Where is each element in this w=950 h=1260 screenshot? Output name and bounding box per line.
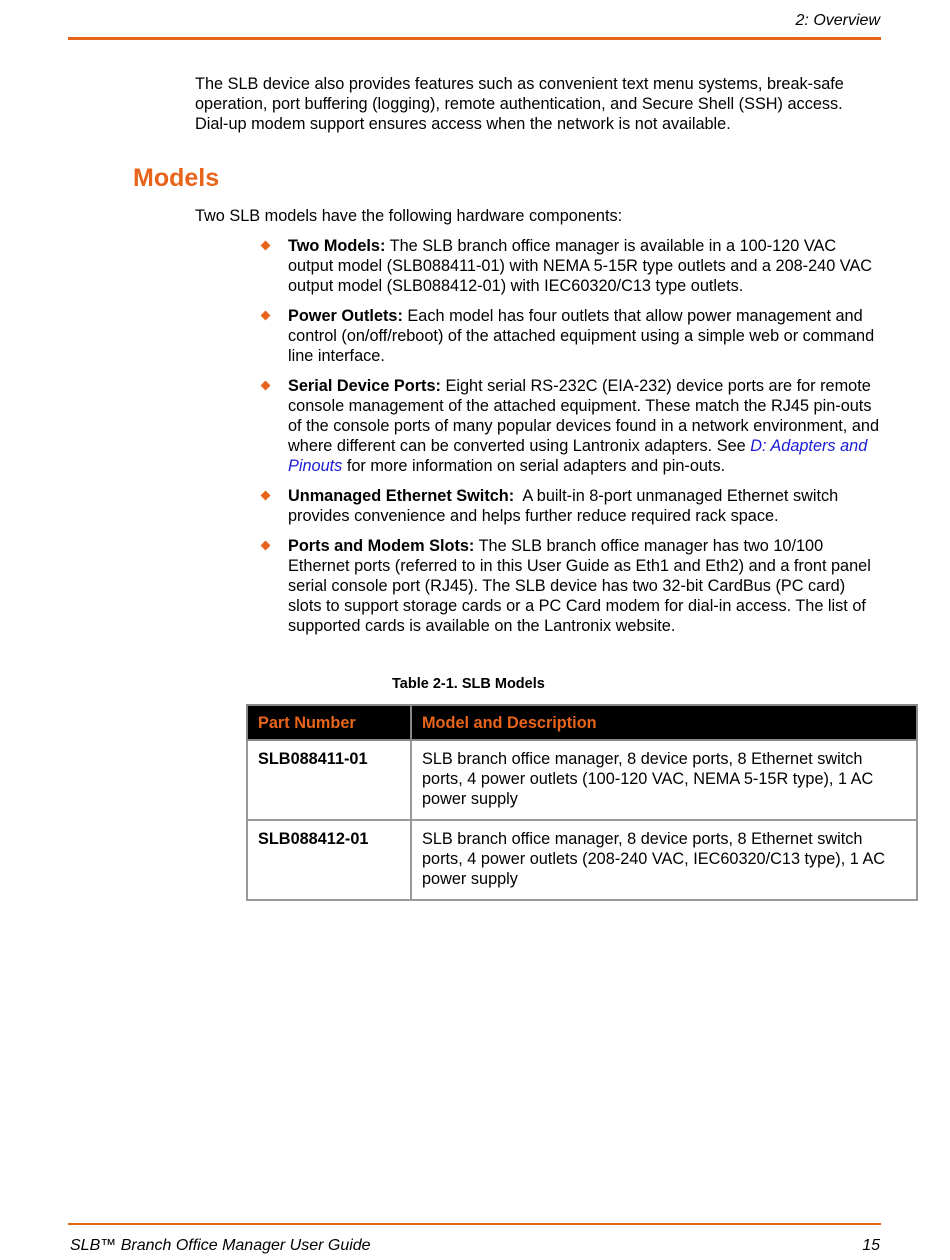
- bullet-term: Ports and Modem Slots:: [288, 537, 475, 555]
- column-header-description: Model and Description: [411, 705, 917, 740]
- bullet-text: A built-in 8-port unmanaged Ethernet switch provides convenience and helps further reduce required rack space.: [288, 487, 843, 525]
- part-number-cell: SLB088411-01: [247, 740, 411, 820]
- diamond-bullet-icon: [261, 381, 271, 391]
- table-row: [247, 820, 917, 900]
- description-cell: SLB branch office manager, 8 device ports, 8 Ethernet switch ports, 4 power outlets (208-240 VAC, IEC60320/C13 type), 1 AC power supply: [411, 820, 917, 900]
- bullet-term: Power Outlets:: [288, 307, 403, 325]
- bullet-text: The SLB branch office manager is available in a 100-120 VAC output model (SLB088411-01) with NEMA 5-15R type outlets and a 208-240 VAC output model (SLB088412-01) with IEC60320/C13 type outlets.: [288, 237, 873, 295]
- bullet-text: Each model has four outlets that allow power management and control (on/off/reboot) of the attached equipment using a simple web or command line interface.: [288, 307, 875, 365]
- diamond-bullet-icon: [261, 491, 271, 501]
- bullet-text-after: for more information on serial adapters and pin-outs.: [342, 457, 726, 475]
- models-lead: Two SLB models have the following hardware components:: [195, 207, 623, 225]
- intro-paragraph: The SLB device also provides features such as convenient text menu systems, break-safe operation, port buffering (logging), remote authentication, and Secure Shell (SSH) access. Dial-up modem support ensures access when the network is not available.: [195, 75, 844, 133]
- footer-rule: [68, 1223, 881, 1225]
- diamond-bullet-icon: [261, 311, 271, 321]
- bullet-serial-device-ports: [258, 376, 883, 476]
- bullet-ethernet-switch: [258, 486, 883, 526]
- footer-guide-title: SLB™ Branch Office Manager User Guide: [70, 1237, 371, 1254]
- section-heading: Models: [133, 164, 220, 192]
- table-header-row: [247, 705, 917, 740]
- table-row: [247, 740, 917, 820]
- running-header: 2: Overview: [795, 12, 880, 29]
- bullet-ports-modem-slots: [258, 536, 883, 636]
- page-number: 15: [862, 1237, 880, 1254]
- slb-models-table: [246, 704, 918, 901]
- diamond-bullet-icon: [261, 541, 271, 551]
- bullet-text: Eight serial RS-232C (EIA-232) device ports are for remote console management of the attached equipment. These match the RJ45 pin-outs of the console ports of many popular devices found in a network environment, and where different can be converted using Lantronix adapters. See: [288, 377, 879, 455]
- bullet-two-models: [258, 236, 883, 296]
- bullet-text: The SLB branch office manager has two 10/100 Ethernet ports (referred to in this User Guide as Eth1 and Eth2) and a front panel serial console port (RJ45). The SLB device has two 32-bit CardBus (PC card) slots to support storage cards or a PC Card modem for dial-in access. The list of supported cards is available on the Lantronix website.: [288, 537, 871, 635]
- column-header-part-number: Part Number: [247, 705, 411, 740]
- table-caption: Table 2-1. SLB Models: [392, 676, 545, 692]
- diamond-bullet-icon: [261, 241, 271, 251]
- bullet-power-outlets: [258, 306, 883, 366]
- bullet-term: Two Models:: [288, 237, 386, 255]
- header-rule: [68, 37, 881, 40]
- part-number-cell: SLB088412-01: [247, 820, 411, 900]
- description-cell: SLB branch office manager, 8 device ports, 8 Ethernet switch ports, 4 power outlets (100-120 VAC, NEMA 5-15R type), 1 AC power supply: [411, 740, 917, 820]
- bullet-term: Unmanaged Ethernet Switch:: [288, 487, 515, 505]
- adapters-pinouts-link[interactable]: D: Adapters and Pinouts: [288, 437, 868, 475]
- models-bullet-list: [258, 236, 883, 646]
- bullet-term: Serial Device Ports:: [288, 377, 441, 395]
